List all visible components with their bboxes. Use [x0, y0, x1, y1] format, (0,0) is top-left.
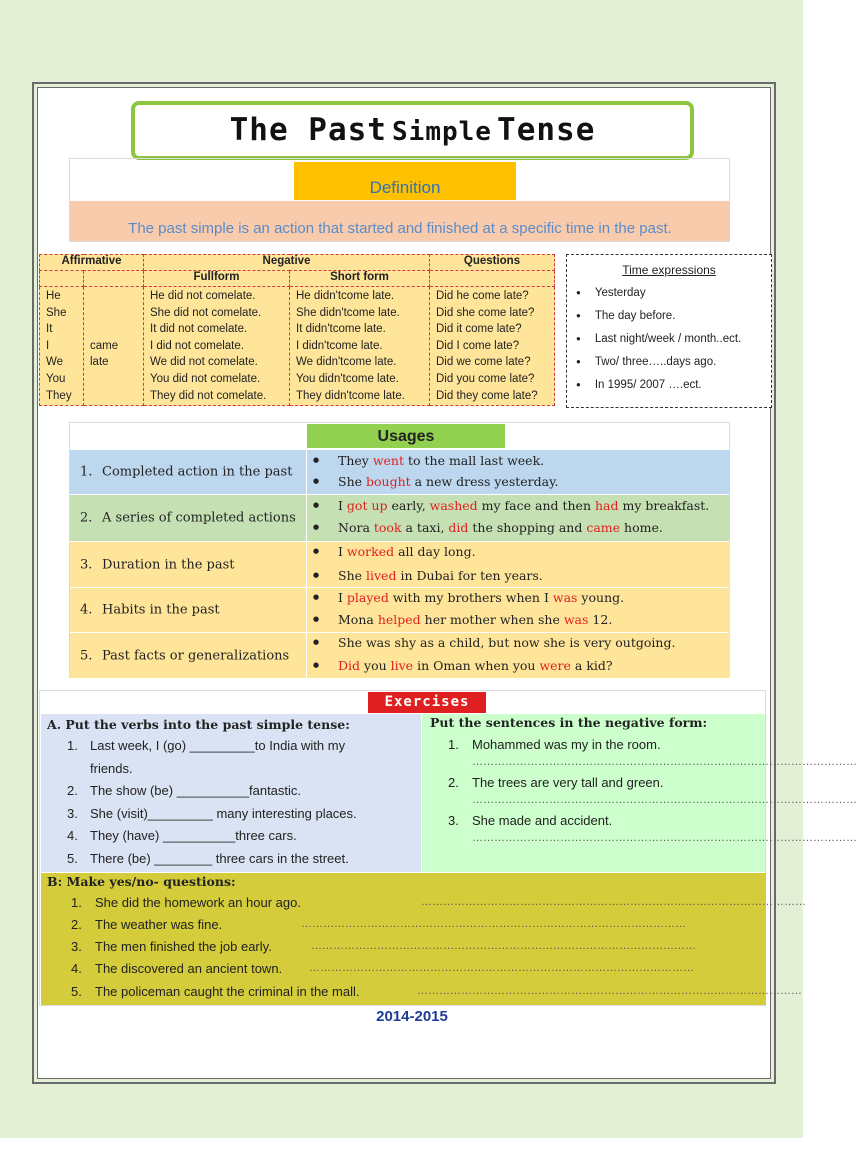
exercise-number: 2.: [448, 775, 459, 790]
shortform-header: Short form: [290, 271, 430, 287]
exercise-sentence: The weather was fine.: [95, 917, 223, 932]
answer-line[interactable]: ……………………………………………………………………………………………: [417, 985, 802, 997]
usage-label: Past facts or generalizations: [102, 648, 290, 663]
exercise-sentence: She (visit)_________ many interesting places.: [90, 806, 357, 821]
exercise-number: 3.: [71, 939, 82, 954]
blank-header-2: [84, 271, 144, 287]
pronoun: They: [46, 389, 72, 402]
answer-line[interactable]: ……………………………………………………………………………………………: [421, 896, 806, 908]
fullform-item: It did not comelate.: [150, 323, 248, 336]
fullform-column: [144, 287, 290, 406]
usage-examples: [306, 542, 730, 587]
exercise-a-heading: A. Put the verbs into the past simple tense:: [47, 717, 350, 732]
question-item: Did it come late?: [436, 323, 522, 336]
definition-heading: Definition: [294, 162, 516, 200]
exercise-number: 1.: [448, 737, 459, 752]
usage-category: 4. Habits in the past: [70, 588, 306, 632]
usage-label: Duration in the past: [102, 557, 235, 572]
time-expressions-heading: Time expressions: [622, 263, 716, 277]
exercise-sentence: The trees are very tall and green.: [472, 775, 664, 790]
fullform-item: You did not comelate.: [150, 372, 261, 385]
exercise-sentence: Mohammed was my in the room.: [472, 737, 661, 752]
shortform-item: I didn'tcome late.: [296, 339, 383, 352]
exercise-number: 4.: [71, 961, 82, 976]
exercise-sentence-cont: friends.: [90, 761, 133, 776]
shortform-item: You didn'tcome late.: [296, 372, 399, 385]
exercise-sentence: The policeman caught the criminal in the mall.: [95, 984, 360, 999]
usage-row: [70, 450, 730, 494]
exercise-number: 5.: [71, 984, 82, 999]
exercise-number: 1.: [71, 895, 82, 910]
exercise-number: 5.: [67, 851, 78, 866]
title-part-1: The Past: [229, 112, 387, 148]
pronoun: She: [46, 306, 67, 319]
shortform-item: They didn'tcome late.: [296, 389, 405, 402]
usage-row: [70, 495, 730, 541]
example-sentence: ● She bought a new dress yesterday.: [338, 474, 558, 489]
exercise-number: 3.: [67, 806, 78, 821]
negative-exercise-heading: Put the sentences in the negative form:: [430, 715, 708, 730]
usage-label: A series of completed actions: [102, 510, 296, 526]
example-sentence: ● She lived in Dubai for ten years.: [338, 568, 543, 583]
question-item: Did we come late?: [436, 356, 531, 369]
negative-exercise-panel: [422, 714, 857, 872]
shortform-column: [290, 287, 430, 406]
usage-category: 2. A series of completed actions: [70, 495, 306, 541]
question-item: Did he come late?: [436, 290, 529, 302]
exercise-sentence: She made and accident.: [472, 813, 613, 828]
question-item: Did they come late?: [436, 389, 538, 402]
usage-examples: [306, 495, 730, 541]
usage-category: 5. Past facts or generalizations: [70, 633, 306, 678]
exercise-number: 1.: [67, 738, 78, 753]
exercise-number: 4.: [67, 828, 78, 843]
exercise-number: 2.: [67, 783, 78, 798]
answer-line[interactable]: ……………………………………………………………………………………………: [311, 940, 696, 952]
answer-line[interactable]: ……………………………………………………………………………………………: [472, 756, 857, 768]
usage-category: 1. Completed action in the past: [70, 450, 306, 494]
pronoun: It: [46, 323, 53, 336]
question-item: Did I come late?: [436, 339, 520, 352]
example-sentence: ● Mona helped her mother when she was 12.: [338, 612, 612, 627]
blank-header-3: [430, 271, 555, 287]
list-item: ● In 1995/ 2007 ….ect.: [576, 379, 771, 402]
usage-category: 3. Duration in the past: [70, 542, 306, 587]
usage-label: Completed action in the past: [102, 464, 293, 480]
fullform-item: She did not comelate.: [150, 306, 262, 319]
usage-examples: [306, 588, 730, 632]
example-sentence: ● I worked all day long.: [338, 544, 476, 559]
question-item: Did you come late?: [436, 372, 535, 385]
fullform-item: He did not comelate.: [150, 290, 256, 302]
list-item: ● Two/ three…..days ago.: [576, 356, 771, 379]
exercise-number: 2.: [71, 917, 82, 932]
affirmative-header: Affirmative: [40, 255, 144, 271]
list-item: ● Yesterday: [576, 287, 771, 310]
definition-text: The past simple is an action that started and finished at a specific time in the past.: [70, 201, 730, 241]
list-item: ● Last night/week / month..ect.: [576, 333, 771, 356]
time-expressions-list: [567, 287, 771, 402]
exercise-a-panel: [41, 714, 421, 872]
verb-column: [84, 287, 144, 406]
exercise-b-heading: B: Make yes/no- questions:: [47, 874, 236, 889]
blank-header-1: [40, 271, 84, 287]
fullform-item: They did not comelate.: [150, 389, 267, 402]
pronoun: He: [46, 290, 61, 302]
exercise-sentence: They (have) __________three cars.: [90, 828, 297, 843]
exercise-sentence: The discovered an ancient town.: [95, 961, 283, 976]
usages-heading: Usages: [307, 424, 505, 448]
usage-row: [70, 542, 730, 587]
title-part-3: Tense: [497, 112, 596, 148]
pronoun: We: [46, 356, 64, 369]
exercise-sentence: Last week, I (go) _________to India with my: [90, 738, 346, 753]
usage-row: [70, 588, 730, 632]
pronoun: You: [46, 372, 66, 385]
example-sentence: ● Did you live in Oman when you were a kid?: [338, 658, 613, 673]
exercise-sentence: There (be) ________ three cars in the street.: [90, 851, 349, 866]
example-sentence: ● Nora took a taxi, did the shopping and came home.: [338, 520, 663, 535]
answer-line[interactable]: ……………………………………………………………………………………………: [472, 832, 857, 844]
usage-row: [70, 633, 730, 678]
pronoun: I: [46, 339, 50, 352]
page-title: [131, 101, 694, 160]
exercise-b-panel: [41, 873, 806, 1005]
verb-text: came: [90, 339, 119, 352]
question-item: Did she come late?: [436, 306, 535, 319]
shortform-item: He didn'tcome late.: [296, 290, 395, 302]
list-item: ● The day before.: [576, 310, 771, 333]
exercise-sentence: She did the homework an hour ago.: [95, 895, 301, 910]
shortform-item: She didn'tcome late.: [296, 306, 400, 319]
exercise-number: 3.: [448, 813, 459, 828]
fullform-item: I did not comelate.: [150, 339, 244, 352]
title-part-2: Simple: [392, 117, 492, 147]
answer-line[interactable]: ……………………………………………………………………………………………: [309, 962, 694, 974]
fullform-item: We did not comelate.: [150, 356, 258, 369]
answer-line[interactable]: ……………………………………………………………………………………………: [472, 794, 857, 806]
exercise-sentence: The show (be) __________fantastic.: [90, 783, 302, 798]
shortform-item: It didn'tcome late.: [296, 323, 386, 336]
usage-label: Habits in the past: [102, 602, 220, 618]
example-sentence: ● I played with my brothers when I was young.: [338, 590, 624, 605]
negative-header: Negative: [144, 255, 430, 271]
exercises-heading: Exercises: [368, 692, 486, 713]
usage-examples: [306, 633, 730, 678]
usage-examples: [306, 450, 730, 494]
fullform-header: Fullform: [144, 271, 290, 287]
school-year: 2014-2015: [376, 1008, 448, 1025]
example-sentence: ● I got up early, washed my face and then had my breakfast.: [338, 498, 709, 513]
answer-line[interactable]: ……………………………………………………………………………………………: [301, 918, 686, 930]
pronoun-column: [40, 287, 84, 406]
conjugation-table: [39, 254, 555, 406]
shortform-item: We didn'tcome late.: [296, 356, 397, 369]
example-sentence: ● She was shy as a child, but now she is very outgoing.: [338, 635, 675, 650]
verb-text: late: [90, 356, 109, 369]
time-expressions-box: [566, 254, 772, 408]
questions-header: Questions: [430, 255, 555, 271]
questions-column: [430, 287, 555, 406]
example-sentence: ● They went to the mall last week.: [338, 453, 544, 468]
exercise-sentence: The men finished the job early.: [95, 939, 272, 954]
